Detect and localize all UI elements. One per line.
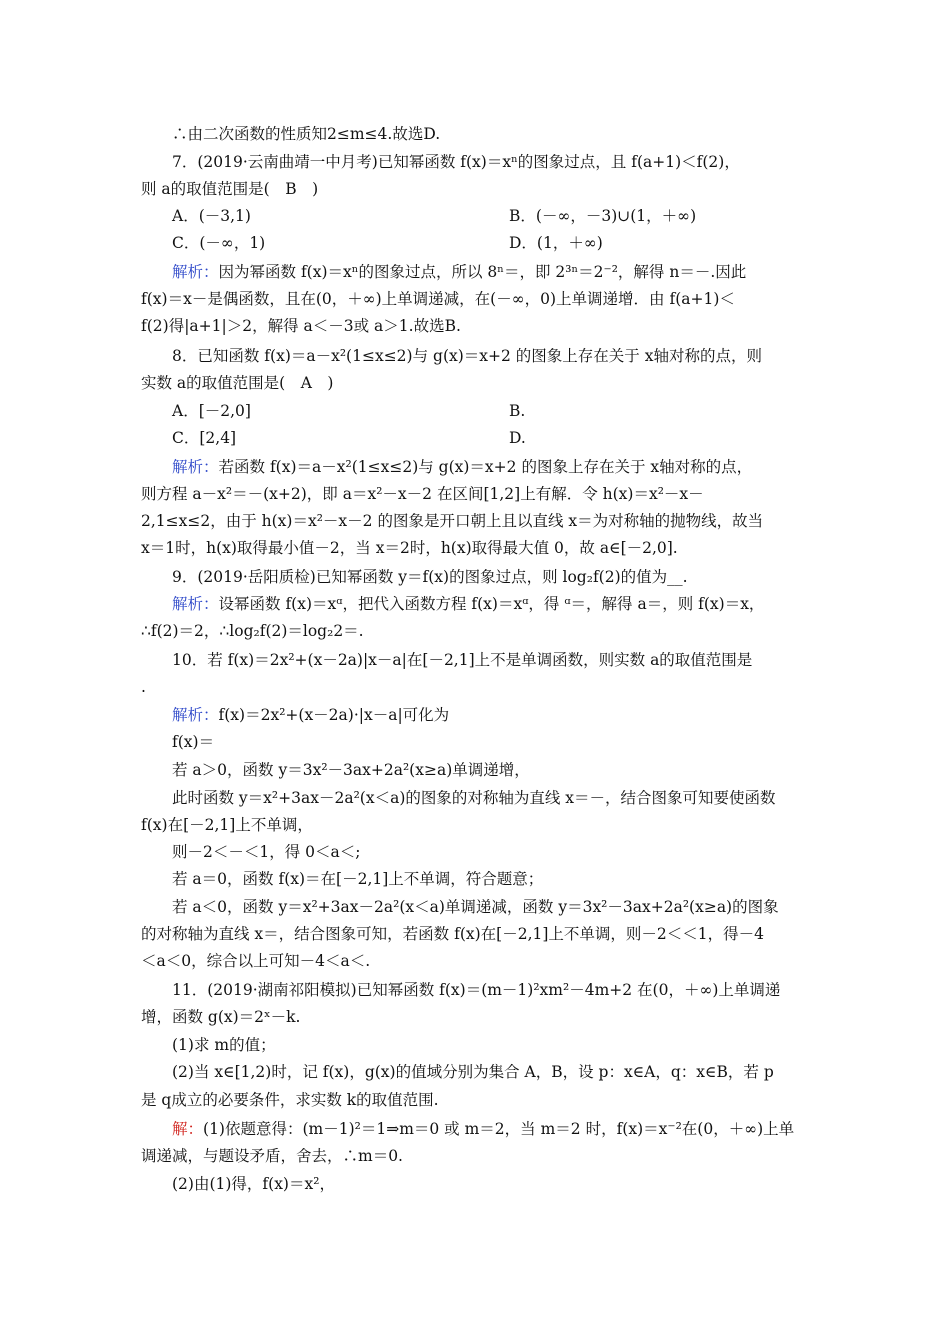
line-text: 9．(2019·岳阳质检)已知幂函数 y＝f(x)的图象过点，则 log₂f(2)的值为__. [172,568,688,586]
text-line [172,401,251,421]
line-text: 若 a＝0，函数 f(x)＝在[－2,1]上不单调，符合题意； [172,870,544,888]
text-line [172,594,764,614]
line-text: 若函数 f(x)＝a－x²(1≤x≤2)与 g(x)＝x+2 的图象上存在关于 x轴对称的点， [218,458,753,476]
text-line [172,788,776,808]
line-text: 实数 a的取值范围是( A ) [141,374,334,392]
line-text: x＝1时，h(x)取得最小值－2，当 x＝2时，h(x)取得最大值 0，故 a∈[－2,0]. [141,539,678,557]
line-text: f(2)得|a+1|＞2，解得 a＜－3或 a＞1.故选B. [141,317,461,335]
text-line [141,1007,300,1027]
line-text: A．(－3,1) [172,207,251,225]
text-line [172,124,440,144]
line-text: C．[2,4] [172,429,237,447]
line-text: 7．(2019·云南曲靖一中月考)已知幂函数 f(x)＝xⁿ的图象过点，且 f(a+1)＜f(2)， [172,153,740,171]
text-line [172,206,251,226]
text-line [172,1035,276,1055]
line-text: ∴由二次函数的性质知2≤m≤4.故选D. [172,125,441,143]
analysis-label: 解析： [172,458,219,476]
text-line [141,677,146,697]
text-line [172,980,780,1000]
line-text: 是 q成立的必要条件，求实数 k的取值范围. [141,1091,439,1109]
text-line [172,262,746,282]
line-text: 此时函数 y＝x²+3ax－2a²(x＜a)的图象的对称轴为直线 x＝－，结合图象可知要使函数 [172,789,776,807]
text-line [172,457,752,477]
option-right: B. [509,402,526,420]
option-right: D. [509,429,526,447]
line-text: 则－2＜－＜1，得 0＜a＜; [172,843,361,861]
line-text: 因为幂函数 f(x)＝xⁿ的图象过点，所以 8ⁿ＝，即 2³ⁿ＝2⁻²，解得 n＝－.因此 [218,263,747,281]
text-line [141,951,370,971]
line-text: ∴f(2)＝2，∴log₂f(2)＝log₂2＝. [141,622,364,640]
line-text: ＜a＜0，综合以上可知－4＜a＜. [141,952,371,970]
line-text: 增，函数 g(x)＝2ˣ－k. [141,1008,301,1026]
line-text: 若 a＞0，函数 y＝3x²－3ax+2a²(x≥a)单调递增， [172,761,530,779]
line-text: (1)求 m的值； [172,1036,276,1054]
line-text: 设幂函数 f(x)＝xᵅ，把代入函数方程 f(x)＝xᵅ，得 ᵅ＝，解得 a＝，则 f(x)＝x， [218,595,765,613]
solution-label: 解： [172,1120,204,1138]
line-text: (2)由(1)得，f(x)＝x²， [172,1175,335,1193]
text-line [141,289,735,309]
line-text: 11．(2019·湖南祁阳模拟)已知幂函数 f(x)＝(m－1)²xm²－4m+2 在(0，＋∞)上单调递 [172,981,781,999]
line-text: f(x)＝ [172,733,215,751]
text-line [172,705,449,725]
text-line [141,316,461,336]
option-right: B．(－∞，－3)∪(1，＋∞) [509,207,697,225]
line-text: C．(－∞，1) [172,234,266,252]
text-line [172,760,530,780]
text-line [141,924,764,944]
text-line [141,484,704,504]
line-text: f(x)＝x－是偶函数，且在(0，＋∞)上单调递减，在(－∞，0)上单调递增．由 f(a+1)＜ [141,290,735,308]
text-line [172,732,214,752]
line-text: (1)依题意得：(m－1)²＝1⇒m＝0 或 m＝2，当 m＝2 时，f(x)＝x⁻²在(0，＋∞)上单 [203,1120,795,1138]
text-line [172,1119,794,1139]
line-text: 则方程 a－x²＝－(x+2)，即 a＝x²－x－2 在区间[1,2]上有解．令 h(x)＝x²－x－ [141,485,704,503]
line-text: f(x)＝2x²+(x－2a)·|x－a|可化为 [218,706,450,724]
text-line [141,373,333,393]
line-text: 则 a的取值范围是( B ) [141,180,319,198]
analysis-label: 解析： [172,263,219,281]
text-line [172,897,779,917]
line-text: 8．已知函数 f(x)＝a－x²(1≤x≤2)与 g(x)＝x+2 的图象上存在关于 x轴对称的点，则 [172,347,762,365]
text-line [172,346,762,366]
text-line [141,538,678,558]
line-text: 的对称轴为直线 x＝，结合图象可知，若函数 f(x)在[－2,1]上不单调，则－2＜＜1，得－4 [141,925,764,943]
text-line [172,428,236,448]
line-text: A．[－2,0] [172,402,251,420]
line-text: f(x)在[－2,1]上不单调， [141,816,313,834]
analysis-label: 解析： [172,595,219,613]
text-line [172,650,752,670]
line-text: 调递减，与题设矛盾，舍去，∴m＝0. [141,1147,403,1165]
text-line [172,1062,774,1082]
option-right: D．(1，＋∞) [509,234,603,252]
text-line [141,1146,403,1166]
line-text: 若 a＜0，函数 y＝x²+3ax－2a²(x＜a)单调递减，函数 y＝3x²－3ax+2a²(x≥a)的图象 [172,898,779,916]
line-text: (2)当 x∈[1,2)时，记 f(x)，g(x)的值域分别为集合 A，B，设 p：x∈A，q：x∈B，若 p [172,1063,774,1081]
text-line [172,869,543,889]
line-text: 10．若 f(x)＝2x²+(x－2a)|x－a|在[－2,1]上不是单调函数，则实数 a的取值范围是 [172,651,753,669]
text-line [141,1090,439,1110]
text-line [141,621,364,641]
text-line [172,567,688,587]
text-line [141,815,313,835]
text-line [141,511,763,531]
text-line [172,842,360,862]
line-text: 2,1≤x≤2，由于 h(x)＝x²－x－2 的图象是开口朝上且以直线 x＝为对称轴的抛物线，故当 [141,512,764,530]
text-line [172,233,265,253]
text-line [172,1174,335,1194]
line-text: . [141,678,146,696]
analysis-label: 解析： [172,706,219,724]
text-line [141,179,318,199]
text-line [172,152,740,172]
